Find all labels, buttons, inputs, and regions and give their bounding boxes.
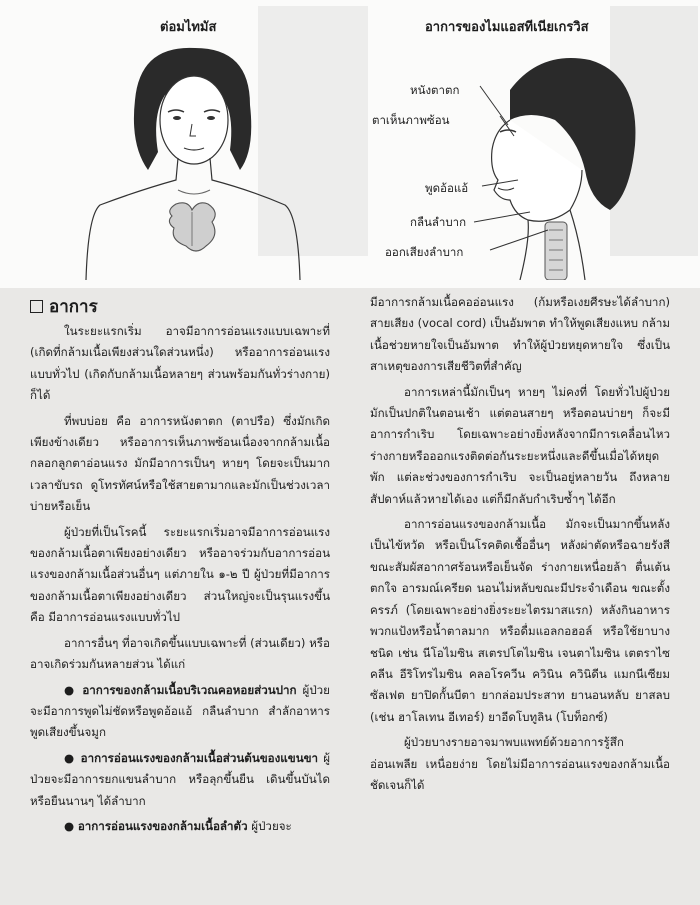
paragraph: อาการอ่อนแรงของกล้ามเนื้อ มักจะเป็นมากขึ้นหลังเป็นไข้หวัด หรือเป็นโรคติดเชื้ออื่นๆ หลังผ่าตัดหรือฉายรังสี ขณะสัมผัสอากาศร้อนหรือเย็นจัด ร่างกายเหนื่อยล้า ตื่นเต้นตกใจ อารมณ์เครียด นอนไม่หลับขณะมีประจำเดือน ขณะตั้งครรภ์ (โดยเฉพาะอย่างยิ่งระยะไตรมาสแรก) หลังกินอาหารพวกแป้งหรือน้ำตาลมาก หรือดื่มแอลกอฮอล์ หรือใช้ยาบางชนิด เช่น นีโอไมซิน สเตรปโตไมซิน เจนตาไมซิน เตตราไซคลีน อีริโทรไมซิน คลอโรควีน ควินิน ควินิดีน แมกนีเซียมซัลเฟต ยาปิดกั้นบีตา ยากล่อมประสาท ยานอนหลับ ยาสลบ (เช่น ฮาโลเทน อีเทอร์) ยาอีดโบทูลิน (โบท็อกซ์) [370,517,670,724]
label-double-vision: ตาเห็นภาพซ้อน [372,113,450,127]
paragraph: ผู้ป่วยบางรายอาจมาพบแพทย์ด้วยอาการรู้สึกอ่อนเพลีย เหนื่อยง่าย โดยไม่มีอาการอ่อนแรงของกล้ามเนื้อชัดเจนก็ได้ [370,735,670,792]
bullet-item: ● อาการอ่อนแรงของกล้ามเนื้อลำตัว ผู้ป่วยจะ [64,818,292,833]
symptoms-caption: อาการของไมแอสทีเนียเกรวิส [425,20,589,35]
paragraph: ที่พบบ่อย คือ อาการหนังตาตก (ตาปรือ) ซึ่งมักเกิดเพียงข้างเดียว หรืออาการเห็นภาพซ้อนเนื่องจากกล้ามเนื้อกลอกลูกตาอ่อนแรง มักมีอาการเป็นๆ หายๆ โดยจะเป็นมากเวลาขับรถ ดูโทรทัศน์หรือใช้สายตามากและมักเป็นช่วงเวลาบ่ายหรือเย็น [30,413,330,514]
label-slurred-speech: พูดอ้อแอ้ [425,181,469,195]
label-leaders [430,80,580,260]
checkbox-icon [30,300,43,313]
thymus-caption: ต่อมไทมัส [160,20,217,35]
paragraph: ผู้ป่วยที่เป็นโรคนี้ ระยะแรกเริ่มอาจมีอาการอ่อนแรงของกล้ามเนื้อตาเพียงอย่างเดียว หรืออาจร่วมกับอาการอ่อนแรงของกล้ามเนื้อส่วนอื่นๆ แต่ภายใน ๑-๒ ปี ผู้ป่วยที่มีอาการของกล้ามเนื้อตาเพียงอย่างเดียว ส่วนใหญ่จะเป็นรุนแรงขึ้น คือ มีอาการอ่อนแรงแบบทั่วไป [30,524,330,625]
paragraph: อาการเหล่านี้มักเป็นๆ หายๆ ไม่คงที่ โดยทั่วไปผู้ป่วยมักเป็นปกติในตอนเช้า แต่ตอนสายๆ หรือตอนบ่ายๆ ก็จะมีอาการกำเริบ โดยเฉพาะอย่างยิ่งหลังจากมีการเคลื่อนไหวร่างกายหรือออกแรงติดต่อกันระยะหนึ่งและดีขึ้นเมื่อได้หยุดพัก แต่ละช่วงของการกำเริบ จะเป็นอยู่หลายวัน ถึงหลายสัปดาห์แล้วหายได้เอง แต่ก็มีกลับกำเริบซ้ำๆ ได้อีก [370,384,670,506]
bullet-item: ● อาการของกล้ามเนื้อบริเวณคอหอยส่วนปาก ผู้ป่วยจะมีอาการพูดไม่ชัดหรือพูดอ้อแอ้ กลืนลำบาก สำลักอาหาร พูดเสียงขึ้นจมูก [30,682,330,740]
label-difficult-voice: ออกเสียงลำบาก [385,245,464,259]
bullet-item: ● อาการอ่อนแรงของกล้ามเนื้อส่วนต้นของแขนขา ผู้ป่วยจะมีอาการยกแขนลำบาก หรือลุกขึ้นยืน เดินขึ้นบันได หรือยืนนานๆ ได้ลำบาก [30,750,330,808]
right-column [370,292,670,796]
section-heading: อาการ [30,295,330,319]
left-column [30,295,330,837]
paragraph: อาการอื่นๆ ที่อาจเกิดขึ้นแบบเฉพาะที่ (ส่วนเดียว) หรืออาจเกิดร่วมกันหลายส่วน ได้แก่ [30,635,330,672]
thymus-illustration [80,40,305,280]
label-droopy-eyelid: หนังตาตก [410,83,460,97]
paragraph: มีอาการกล้ามเนื้อคออ่อนแรง (ก้มหรือเงยศีรษะได้ลำบาก) สายเสียง (vocal cord) เป็นอัมพาต ทำให้พูดเสียงแหบ กล้ามเนื้อช่วยหายใจเป็นอัมพาต ทำให้ผู้ป่วยหยุดหายใจ ซึ่งเป็นสาเหตุของการเสียชีวิตที่สำคัญ [370,295,670,374]
label-difficult-swallowing: กลืนลำบาก [410,215,467,229]
paragraph: ในระยะแรกเริ่ม อาจมีอาการอ่อนแรงแบบเฉพาะที่ (เกิดที่กล้ามเนื้อเพียงส่วนใดส่วนหนึ่ง) หรืออาการอ่อนแรงแบบทั่วไป (เกิดกับกล้ามเนื้อหลายๆ ส่วนพร้อมกันทั่วร่างกาย) ก็ได้ [30,324,330,403]
